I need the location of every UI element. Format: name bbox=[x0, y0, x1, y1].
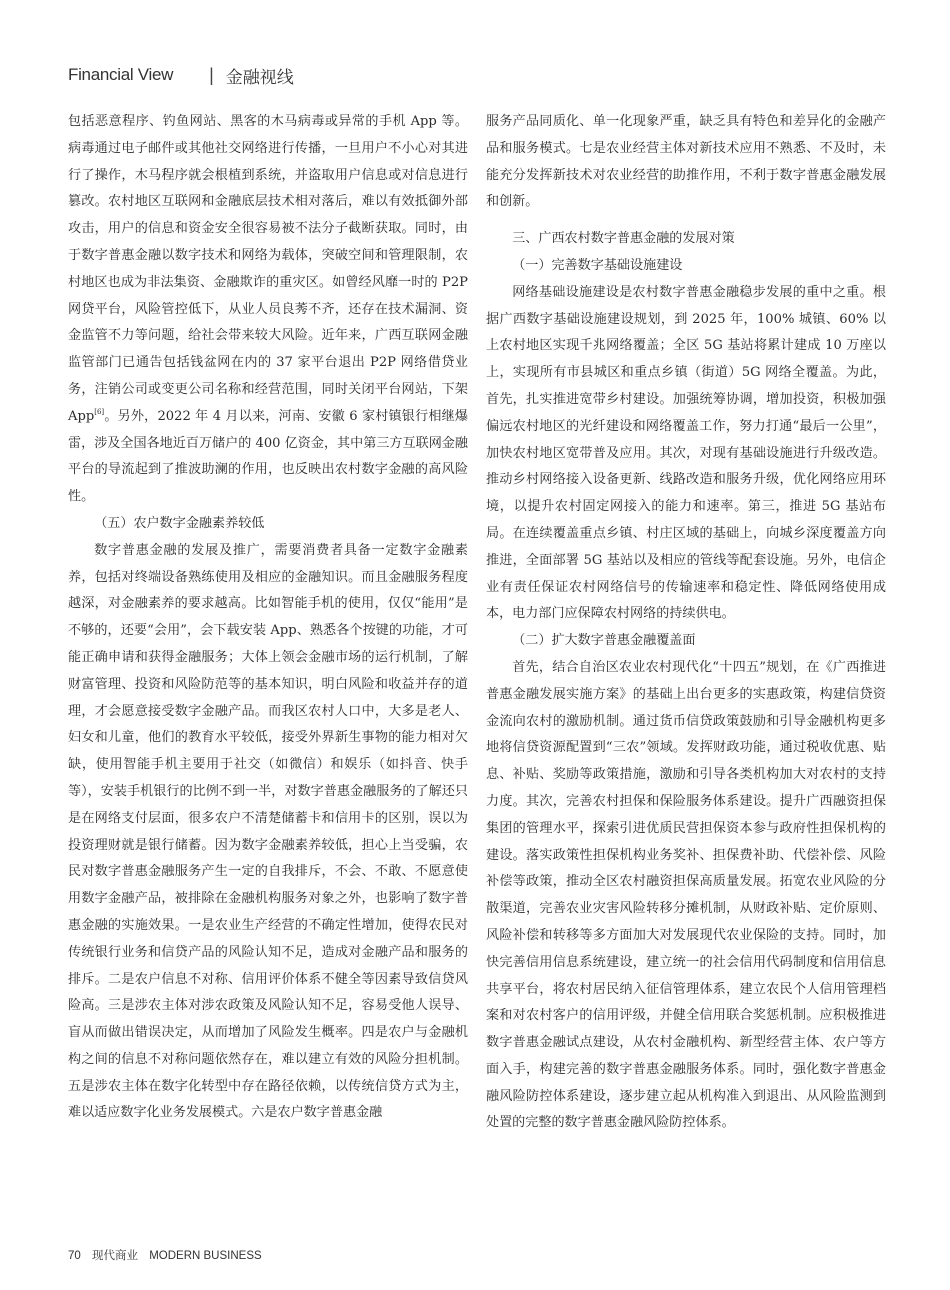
header-separator: | bbox=[209, 64, 214, 85]
section-title-en: Financial View bbox=[68, 65, 174, 84]
subsection-heading: （五）农户数字金融素养较低 bbox=[94, 515, 265, 531]
left-column bbox=[68, 109, 468, 1127]
running-header bbox=[68, 62, 294, 88]
paragraph: 数字普惠金融的发展及推广，需要消费者具备一定数字金融素养，包括对终端设备熟练使用及相应的金融知识。而且金融服务程度越深，对金融素养的要求越高。比如智能手机的使用，仅仅“能用”是不够的，还要“会用”，会下载安装 App、熟悉各个按键的功能，才可能正确申请和获得金融服务；大体上领会金融市场的运行机制，了解财富管理、投资和风险防范等的基本知识，明白风险和收益并存的道理，才会愿意接受数字金融产品。而我区农村人口中，大多是老人、妇女和儿童，他们的教育水平较低，接受外界新生事物的能力相对欠缺，使用智能手机主要用于社交（如微信）和娱乐（如抖音、快手等），安装手机银行的比例不到一半，对数字普惠金融服务的了解还只是在网络支付层面，很多农户不清楚储蓄卡和信用卡的区别，误以为投资理财就是银行储蓄。因为数字金融素养较低，担心上当受骗，农民对数字普惠金融服务产生一定的自我排斥，不会、不敢、不愿意使用数字金融产品，被排除在金融机构服务对象之外，也影响了数字普惠金融的实施效果。一是农业生产经营的不确定性增加，使得农民对传统银行业务和信贷产品的风险认知不足，造成对金融产品和服务的排斥。二是农户信息不对称、信用评价体系不健全等因素导致信贷风险高。三是涉农主体对涉农政策及风险认知不足，容易受他人误导、盲从而做出错误决定，从而增加了风险发生概率。四是农户与金融机构之间的信息不对称问题依然存在，难以建立有效的风险分担机制。五是涉农主体在数字化转型中存在路径依赖，以传统信贷方式为主，难以适应数字化业务发展模式。六是农户数字普惠金融 bbox=[68, 542, 468, 1121]
journal-name-en: MODERN BUSINESS bbox=[149, 1250, 262, 1262]
subsection-heading: （二）扩大数字普惠金融覆盖面 bbox=[512, 633, 696, 649]
paragraph: 网络基础设施建设是农村数字普惠金融稳步发展的重中之重。根据广西数字基础设施建设规划，到 2025 年，100% 城镇、60% 以上农村地区实现千兆网络覆盖；全区 5G 基站将累计建成 10 万座以上，实现所有市县城区和重点乡镇（街道）5G 网络全覆盖。为此，首先，扎实推进宽带乡村建设。加强统筹协调，增加投资，积极加强偏远农村地区的光纤建设和网络覆盖工作，努力打通“最后一公里”，加快农村地区宽带普及应用。其次，对现有基础设施进行升级改造。推动乡村网络接入设备更新、线路改造和服务升级，优化网络应用环境，以提升农村固定网接入的能力和速率。第三，推进 5G 基站布局。在连续覆盖重点乡镇、村庄区域的基础上，向城乡深度覆盖方向推进，全面部署 5G 基站以及相应的管线等配套设施。另外，电信企业有责任保证农村网络信号的传输速率和稳定性、降低网络使用成本，电力部门应保障农村网络的持续供电。 bbox=[486, 284, 886, 622]
right-column bbox=[486, 109, 886, 1137]
paragraph-text: 。另外，2022 年 4 月以来，河南、安徽 6 家村镇银行相继爆雷，涉及全国各地近百万储户的 400 亿资金，其中第三方互联网金融平台的导流起到了推波助澜的作用，也反映出农村数字金融的高风险性。 bbox=[68, 408, 468, 505]
paragraph bbox=[68, 109, 468, 511]
subsection-heading: （一）完善数字基础设施建设 bbox=[512, 257, 683, 273]
paragraph: 服务产品同质化、单一化现象严重，缺乏具有特色和差异化的金融产品和服务模式。七是农业经营主体对新技术应用不熟悉、不及时，未能充分发挥新技术对农业经营的助推作用，不利于数字普惠金融发展和创新。 bbox=[486, 114, 886, 210]
journal-name-cn: 现代商业 bbox=[92, 1250, 138, 1262]
section-title-cn: 金融视线 bbox=[225, 67, 294, 88]
paragraph: 首先，结合自治区农业农村现代化“十四五”规划，在《广西推进普惠金融发展实施方案》的基础上出台更多的实惠政策，构建信贷资金流向农村的激励机制。通过货币信贷政策鼓励和引导金融机构更多地将信贷资源配置到“三农”领域。发挥财政功能，通过税收优惠、贴息、补贴、奖励等政策措施，激励和引导各类机构加大对农村的支持力度。其次，完善农村担保和保险服务体系建设。提升广西融资担保集团的管理水平，探索引进优质民营担保资本参与政府性担保机构的建设。落实政策性担保机构业务奖补、担保费补助、代偿补偿、风险补偿等政策，推动全区农村融资担保高质量发展。拓宽农业风险的分散渠道，完善农业灾害风险转移分摊机制，从财政补贴、定价原则、风险补偿和转移等多方面加大对发展现代农业保险的支持。同时，加快完善信用信息系统建设，建立统一的社会信用代码制度和信用信息共享平台，将农村居民纳入征信管理体系，建立农民个人信用管理档案和对农村客户的信用评级，并健全信用联合奖惩机制。应积极推进数字普惠金融试点建设，从农村金融机构、新型经营主体、农户等方面入手，构建完善的数字普惠金融服务体系。同时，强化数字普惠金融风险防控体系建设，逐步建立起从机构准入到退出、从风险监测到处置的完整的数字普惠金融风险防控体系。 bbox=[486, 659, 886, 1131]
paragraph-text: 包括恶意程序、钓鱼网站、黑客的木马病毒或异常的手机 App 等。病毒通过电子邮件或其他社交网络进行传播，一旦用户不小心对其进行了操作，木马程序就会根植到系统，并盗取用户信息或对信息进行篡改。农村地区互联网和金融底层技术相对落后，难以有效抵御外部攻击，用户的信息和资金安全很容易被不法分子截断获取。同时，由于数字普惠金融以数字技术和网络为载体，突破空间和管理限制，农村地区也成为非法集资、金融欺诈的重灾区。如曾经风靡一时的 P2P 网贷平台，风险管控低下，从业人员良莠不齐，还存在技术漏洞、资金监管不力等问题，给社会带来较大风险。近年来，广西互联网金融监管部门已通告包括钱盆网在内的 37 家平台退出 P2P 网络借贷业务，注销公司或变更公司名称和经营范围，同时关闭平台网站，下架 App bbox=[68, 114, 468, 424]
page-footer bbox=[68, 1247, 270, 1263]
citation-ref: [6] bbox=[94, 407, 105, 416]
page-number: 70 bbox=[68, 1250, 81, 1262]
section-heading: 三、广西农村数字普惠金融的发展对策 bbox=[512, 231, 735, 247]
